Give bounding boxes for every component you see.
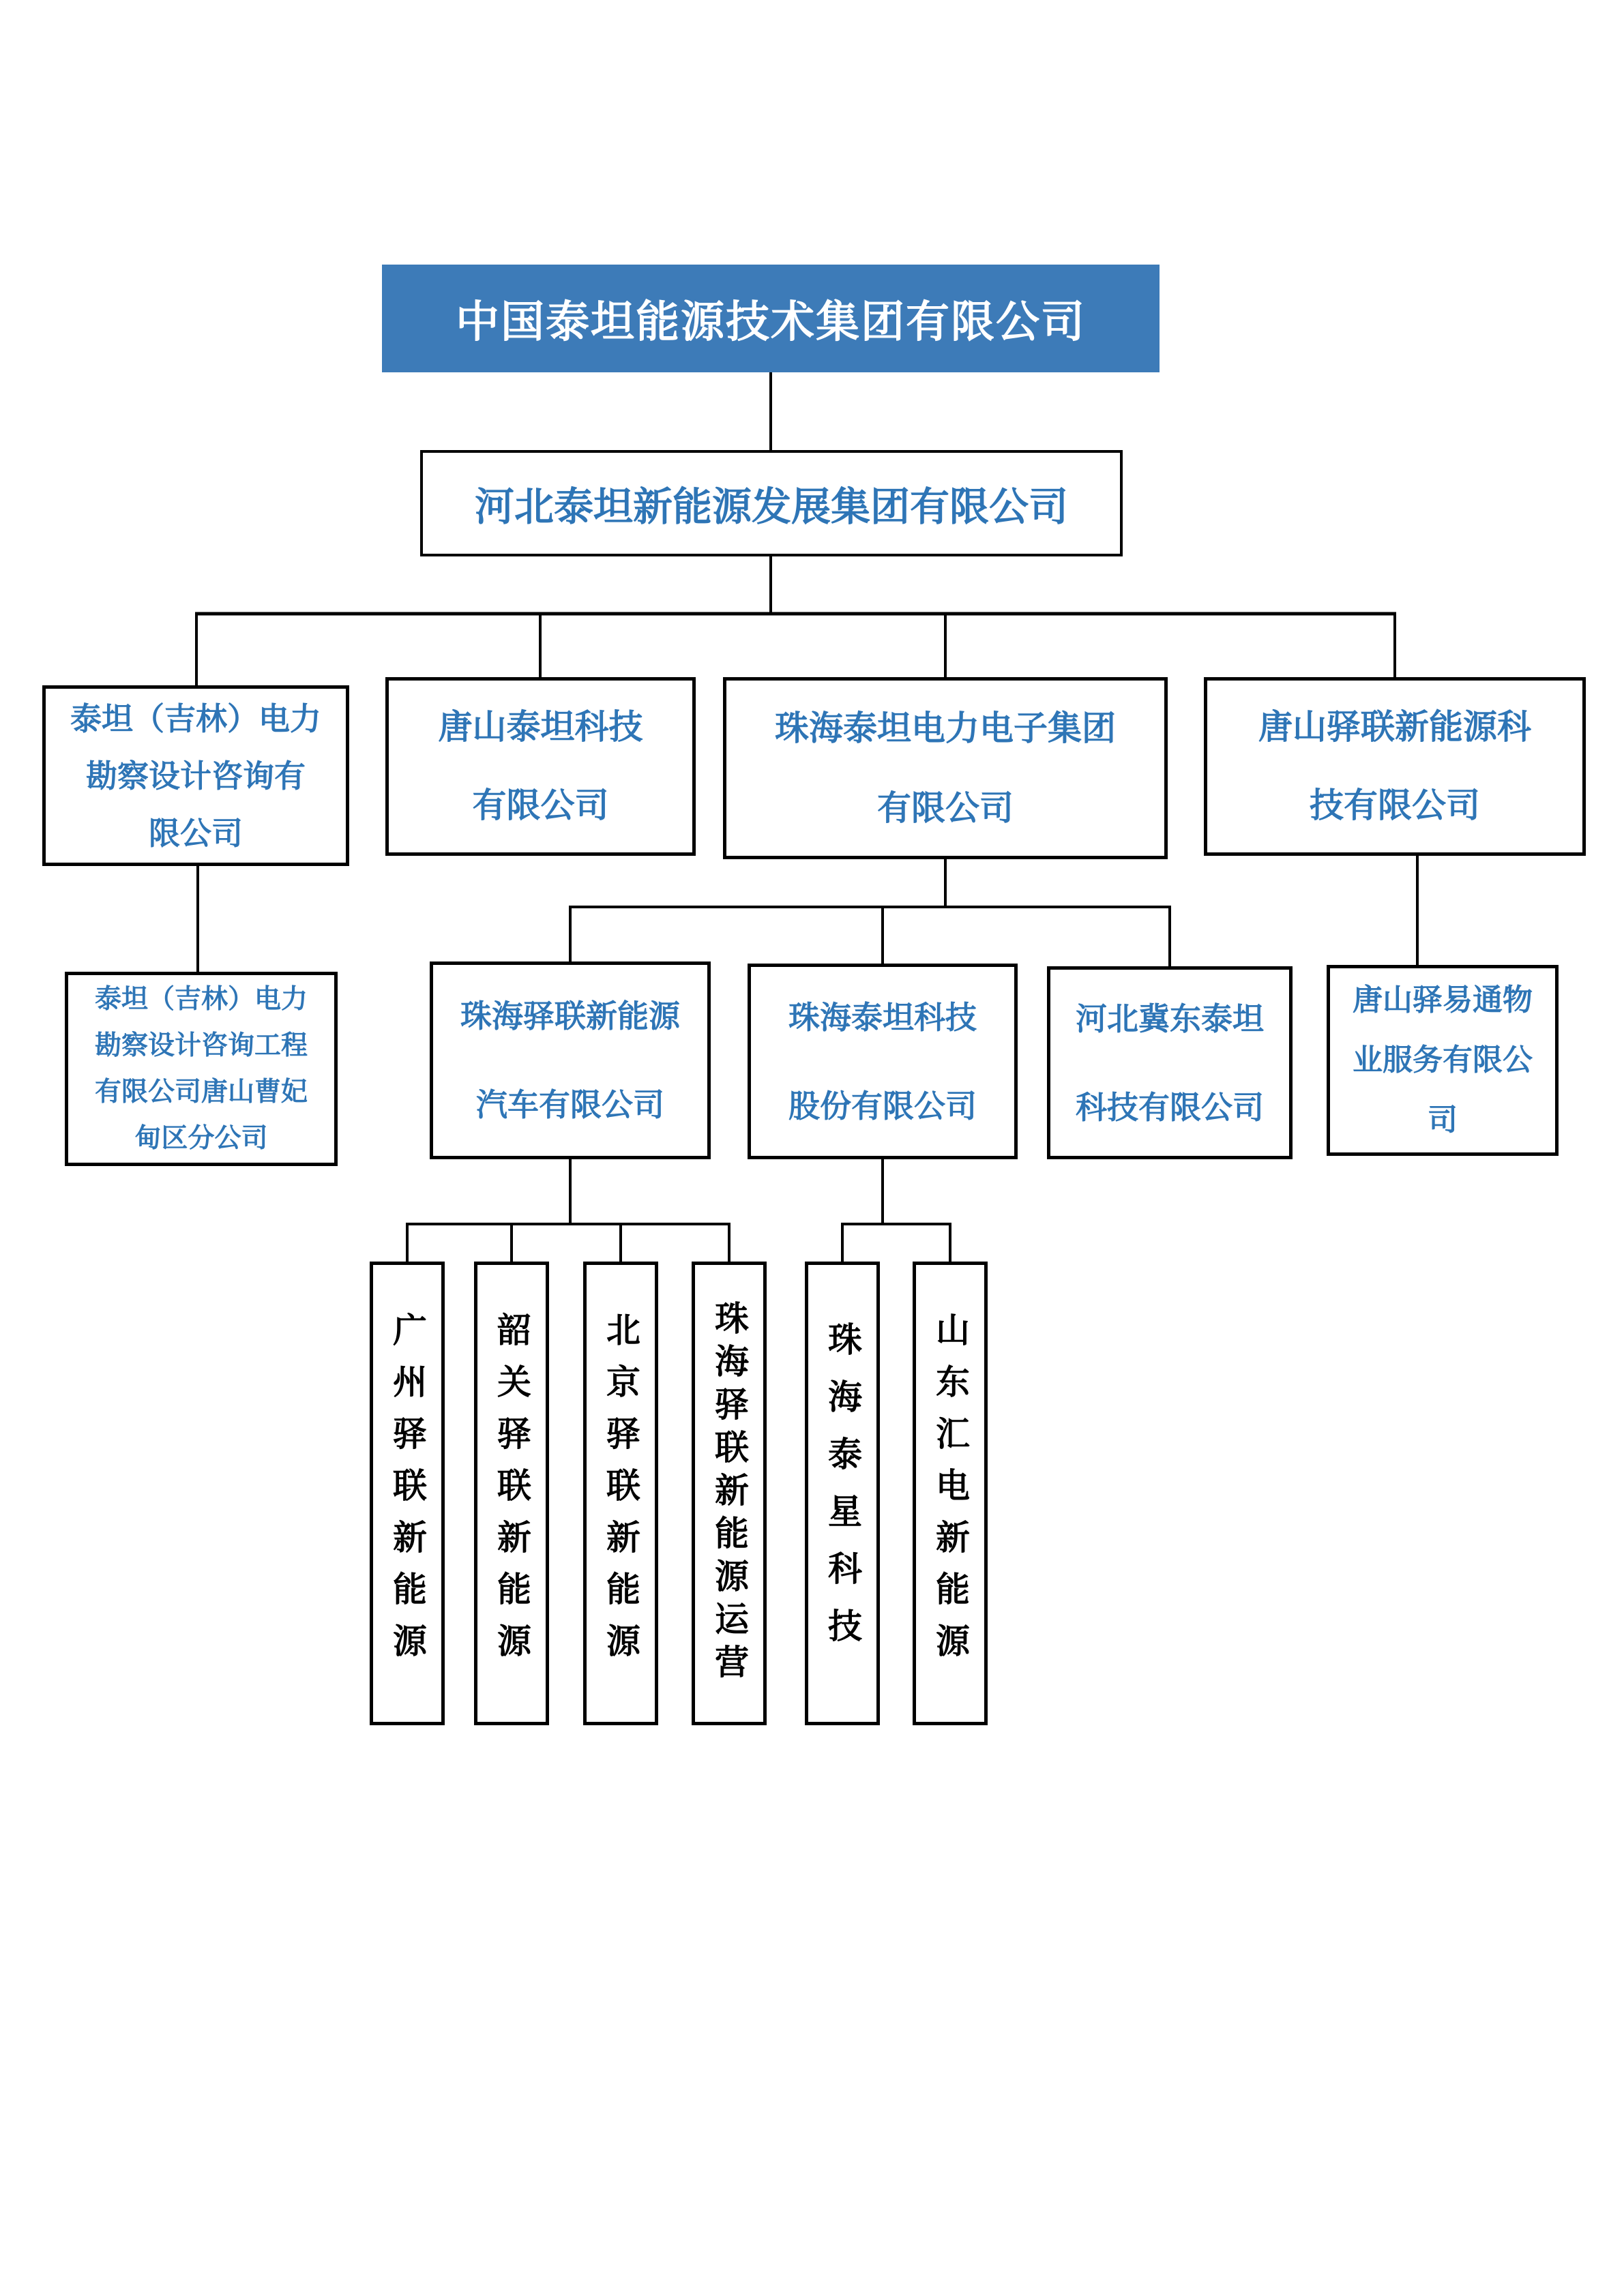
org-node-zhuhai-titan-tech-share: [748, 964, 1018, 1159]
org-node-label-line: 有限公司唐山曹妃: [94, 1077, 308, 1107]
org-node-label: 珠海泰星科技: [823, 1322, 863, 1665]
org-node-zhuhai-yilian-operations: [692, 1262, 767, 1725]
org-node-jilin-consulting: [42, 685, 349, 866]
org-node-label-line: 限公司: [149, 815, 243, 851]
org-node-label-line: 珠海驿联新能源: [460, 998, 680, 1034]
org-node-label-line: 司: [1428, 1103, 1458, 1137]
org-node-label: 北京驿联新能源: [601, 1312, 641, 1675]
org-node-hebei-group: [420, 450, 1123, 556]
org-node-label-line: 唐山驿联新能源科: [1258, 708, 1531, 746]
org-node-label-line: 汽车有限公司: [476, 1087, 664, 1122]
org-node-beijing-yilian: [583, 1262, 658, 1725]
org-node-zhuhai-yilian-auto: [430, 961, 711, 1159]
org-node-tangshan-yiyitong-property: [1327, 965, 1559, 1156]
org-node-label-line: 泰坦（吉林）电力: [70, 700, 321, 736]
org-node-hebei-jidong-titan: [1047, 966, 1293, 1159]
org-node-label-line: 科技有限公司: [1076, 1089, 1264, 1125]
org-node-jilin-caofeidian-branch: [65, 972, 338, 1166]
org-node-label: 韶关驿联新能源: [492, 1312, 532, 1675]
org-node-zhuhai-titan-power: [723, 677, 1168, 859]
org-node-label-line: 技有限公司: [1310, 786, 1480, 824]
org-node-label-line: 股份有限公司: [788, 1088, 977, 1124]
org-node-shaoguan-yilian: [474, 1262, 549, 1725]
org-node-label-line: 业服务有限公: [1353, 1043, 1533, 1077]
org-node-label: 广州驿联新能源: [387, 1312, 428, 1675]
org-node-label: 中国泰坦能源技术集团有限公司: [456, 297, 1086, 346]
org-node-label-line: 甸区分公司: [134, 1123, 268, 1153]
org-node-root: [382, 265, 1160, 372]
org-node-label-line: 泰坦（吉林）电力: [94, 984, 308, 1014]
org-node-label: 河北泰坦新能源发展集团有限公司: [474, 485, 1068, 529]
org-node-shandong-huidian: [913, 1262, 988, 1725]
org-node-label-line: 珠海泰坦科技: [788, 999, 977, 1035]
org-node-label-line: 唐山泰坦科技: [438, 708, 643, 746]
org-node-label-line: 唐山驿易通物: [1353, 983, 1533, 1017]
org-node-tangshan-titan: [385, 677, 696, 856]
org-node-zhuhai-taixing-tech: [805, 1262, 880, 1725]
org-node-label-line: 勘察设计咨询有: [86, 758, 306, 794]
org-node-guangzhou-yilian: [370, 1262, 445, 1725]
org-node-label: 珠海驿联新能源运营: [709, 1300, 750, 1687]
org-node-label-line: 河北冀东泰坦: [1076, 1000, 1264, 1037]
org-node-label-line: 有限公司: [472, 786, 609, 824]
org-node-label-line: 有限公司: [877, 788, 1014, 827]
org-node-label-line: 勘察设计咨询工程: [94, 1030, 308, 1060]
org-node-tangshan-yilian: [1204, 677, 1586, 856]
org-node-label: 山东汇电新能源: [930, 1312, 971, 1675]
org-node-label-line: 珠海泰坦电力电子集团: [775, 709, 1116, 747]
